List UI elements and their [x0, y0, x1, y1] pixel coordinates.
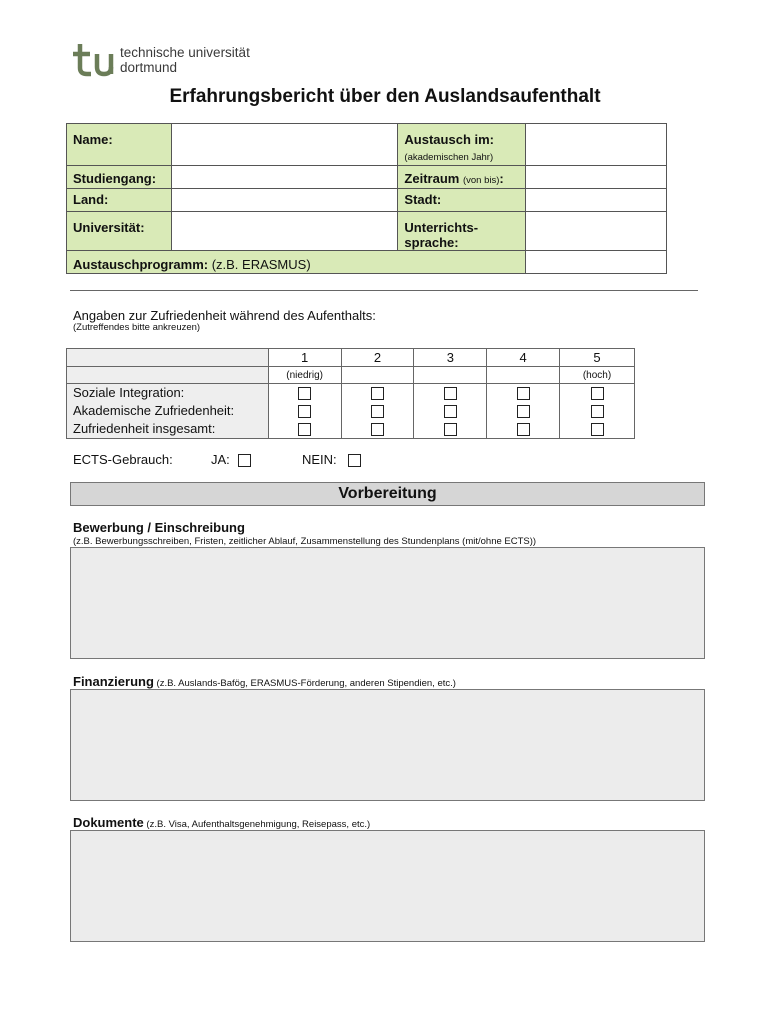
- checkbox-insgesamt-2[interactable]: [371, 423, 384, 436]
- personal-info-table: [66, 123, 667, 274]
- ects-no-checkbox[interactable]: [348, 454, 361, 467]
- checkbox-akademische-2[interactable]: [371, 405, 384, 418]
- scale-low-label: (niedrig): [268, 367, 341, 384]
- scale-3: 3: [414, 349, 487, 367]
- dokumente-textarea[interactable]: [70, 830, 705, 942]
- satisfaction-heading: Angaben zur Zufriedenheit während des Aufenthalts:: [73, 308, 376, 323]
- checkbox-soziale-2[interactable]: [371, 387, 384, 400]
- row-label-akademische: Akademische Zufriedenheit:: [67, 402, 269, 420]
- ects-yes-label: JA:: [211, 452, 230, 467]
- name-label: Name:: [67, 124, 172, 166]
- finanzierung-title: Finanzierung: [73, 674, 154, 689]
- header-blank: [67, 349, 269, 367]
- austausch-label: Austausch im: (akademischen Jahr): [398, 124, 526, 166]
- bewerbung-note: (z.B. Bewerbungsschreiben, Fristen, zeitlicher Ablauf, Zusammenstellung des Stundenplans (mit/ohne ECTS)): [73, 536, 537, 547]
- unterrichtssprache-field[interactable]: [526, 212, 667, 251]
- finanzierung-textarea[interactable]: [70, 689, 705, 801]
- satisfaction-table: [66, 348, 635, 439]
- checkbox-soziale-1[interactable]: [298, 387, 311, 400]
- land-field[interactable]: [171, 189, 397, 212]
- stadt-field[interactable]: [526, 189, 667, 212]
- subheader-blank: [67, 367, 269, 384]
- checkbox-soziale-4[interactable]: [517, 387, 530, 400]
- checkbox-akademische-5[interactable]: [591, 405, 604, 418]
- university-name: [120, 45, 250, 75]
- austausch-note: (akademischen Jahr): [404, 152, 494, 163]
- universitaet-field[interactable]: [171, 212, 397, 251]
- dokumente-title: Dokumente: [73, 815, 144, 830]
- university-name-line2: dortmund: [120, 60, 178, 75]
- studiengang-label: Studiengang:: [67, 166, 172, 189]
- checkbox-insgesamt-3[interactable]: [444, 423, 457, 436]
- austauschprogramm-label: Austauschprogramm: (z.B. ERASMUS): [67, 251, 526, 274]
- bewerbung-title: Bewerbung / Einschreibung: [73, 520, 245, 535]
- zeitraum-note: (von bis): [462, 175, 500, 186]
- ects-no-label: NEIN:: [302, 452, 337, 467]
- zeitraum-field[interactable]: [526, 166, 667, 189]
- scale-5: 5: [560, 349, 635, 367]
- divider: [70, 290, 698, 291]
- scale-1: 1: [268, 349, 341, 367]
- checkbox-akademische-1[interactable]: [298, 405, 311, 418]
- ects-label: ECTS-Gebrauch:: [73, 452, 173, 467]
- name-field[interactable]: [171, 124, 397, 166]
- scale-2: 2: [341, 349, 414, 367]
- land-label: Land:: [67, 189, 172, 212]
- studiengang-field[interactable]: [171, 166, 397, 189]
- ects-yes-checkbox[interactable]: [238, 454, 251, 467]
- university-name-line1: technische universität: [120, 45, 250, 60]
- checkbox-soziale-5[interactable]: [591, 387, 604, 400]
- checkbox-soziale-3[interactable]: [444, 387, 457, 400]
- austausch-field[interactable]: [526, 124, 667, 166]
- austauschprogramm-field[interactable]: [526, 251, 667, 274]
- row-label-insgesamt: Zufriedenheit insgesamt:: [67, 420, 269, 439]
- dokumente-note: (z.B. Visa, Aufenthaltsgenehmigung, Reisepass, etc.): [143, 819, 371, 830]
- checkbox-insgesamt-1[interactable]: [298, 423, 311, 436]
- universitaet-label: Universität:: [67, 212, 172, 251]
- bewerbung-textarea[interactable]: [70, 547, 705, 659]
- zeitraum-label: Zeitraum (von bis):: [398, 166, 526, 189]
- checkbox-insgesamt-4[interactable]: [517, 423, 530, 436]
- checkbox-akademische-4[interactable]: [517, 405, 530, 418]
- checkbox-akademische-3[interactable]: [444, 405, 457, 418]
- satisfaction-note: (Zutreffendes bitte ankreuzen): [73, 322, 201, 333]
- finanzierung-note: (z.B. Auslands-Bafög, ERASMUS-Förderung, anderen Stipendien, etc.): [153, 678, 456, 689]
- checkbox-insgesamt-5[interactable]: [591, 423, 604, 436]
- stadt-label: Stadt:: [398, 189, 526, 212]
- scale-high-label: (hoch): [560, 367, 635, 384]
- row-label-soziale-integration: Soziale Integration:: [67, 384, 269, 402]
- scale-4: 4: [487, 349, 560, 367]
- page-title: Erfahrungsbericht über den Auslandsaufenthalt: [169, 86, 601, 107]
- unterrichtssprache-label: Unterrichts- sprache:: [398, 212, 526, 251]
- section-heading-vorbereitung: Vorbereitung: [70, 482, 705, 506]
